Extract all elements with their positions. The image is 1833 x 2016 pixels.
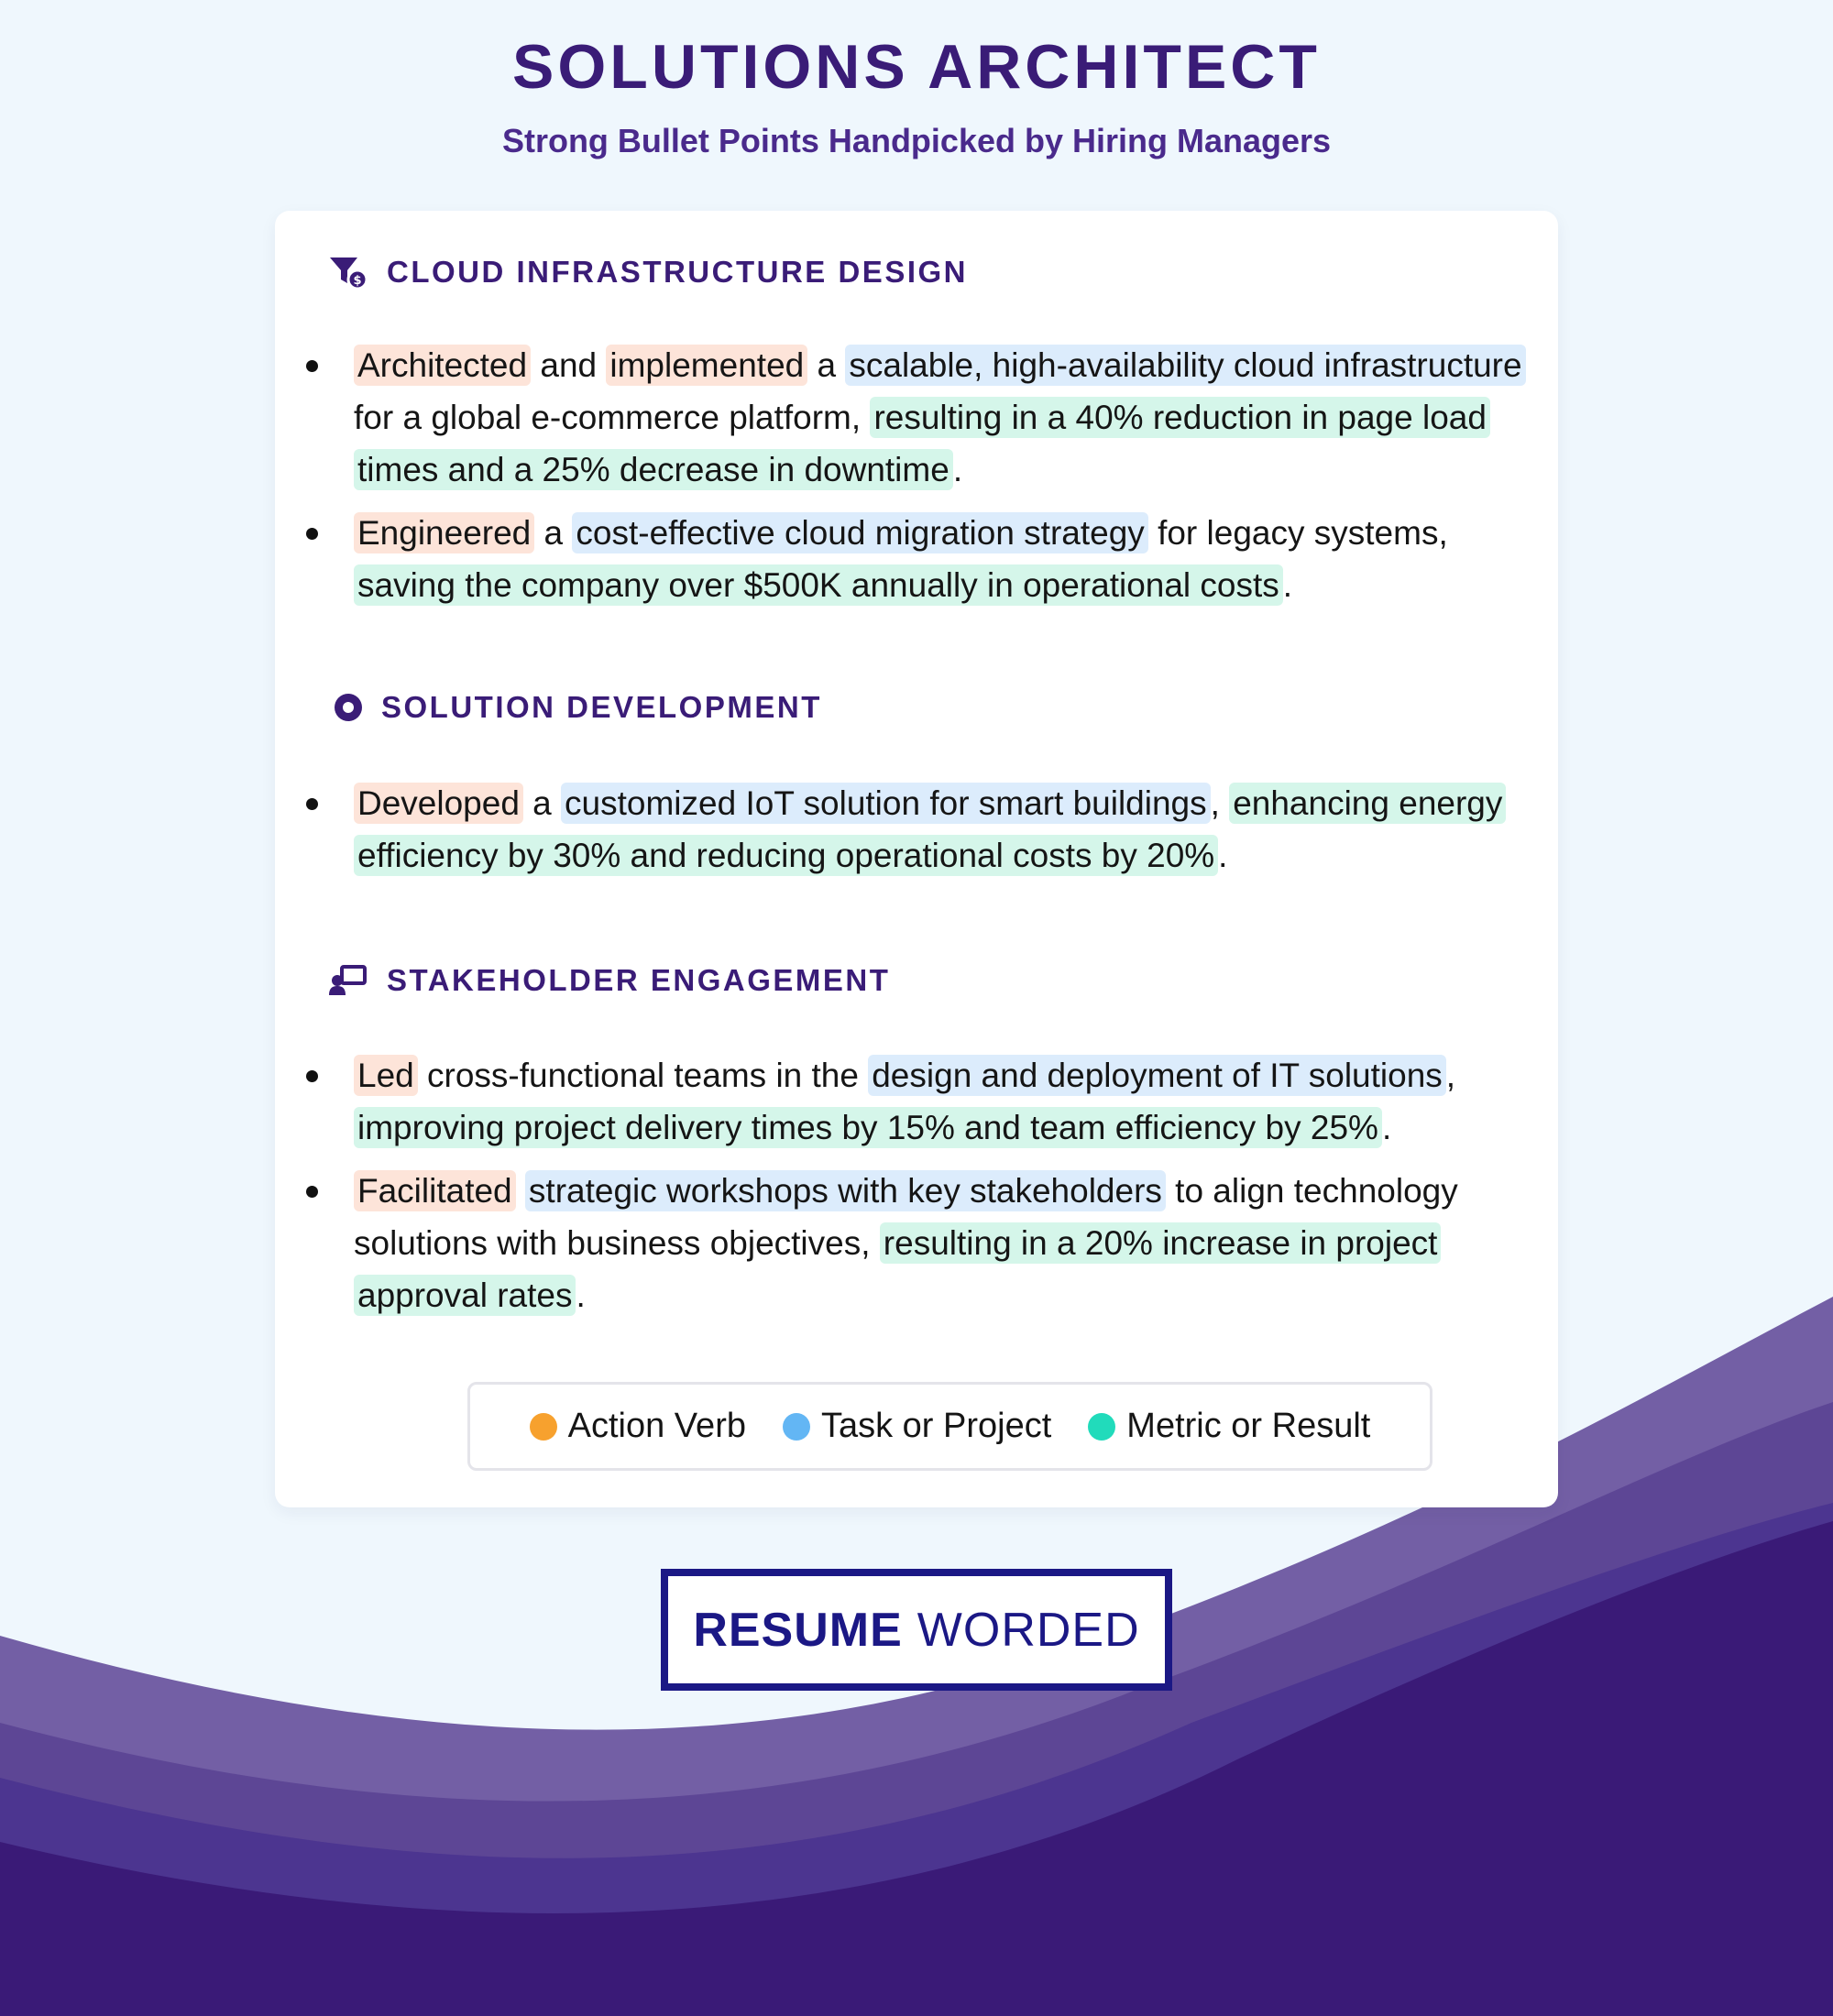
bullet-text: cross-functional teams in the xyxy=(417,1057,869,1094)
highlight-legend xyxy=(467,1382,1432,1471)
bullet-text: . xyxy=(1282,566,1293,604)
logo-word-light: WORDED xyxy=(916,1603,1140,1657)
task-highlight: cost-effective cloud migration strategy xyxy=(572,512,1147,553)
section-header xyxy=(328,252,968,292)
action-verb-highlight: Architected xyxy=(354,345,531,386)
bullet-text: a xyxy=(534,514,573,552)
legend-dot xyxy=(783,1413,810,1441)
bullet-item xyxy=(328,1049,1538,1154)
bullet-text: for legacy systems, xyxy=(1147,514,1448,552)
bullet-text: a xyxy=(522,784,562,822)
bullet-text: to align technology solutions with business objectives, xyxy=(354,1172,1458,1262)
section-title: CLOUD INFRASTRUCTURE DESIGN xyxy=(387,255,968,289)
legend-dot xyxy=(530,1413,557,1441)
bullet-text: and xyxy=(531,346,607,384)
bullet-points-card xyxy=(275,211,1558,1507)
task-highlight: strategic workshops with key stakeholders xyxy=(525,1170,1166,1211)
page-subtitle: Strong Bullet Points Handpicked by Hiring Managers xyxy=(501,122,1332,159)
legend-dot xyxy=(1088,1413,1115,1441)
task-highlight: design and deployment of IT solutions xyxy=(868,1055,1446,1096)
section-title: SOLUTION DEVELOPMENT xyxy=(381,690,822,724)
metric-highlight: improving project delivery times by 15% and team efficiency by 25% xyxy=(354,1107,1382,1148)
svg-text:$: $ xyxy=(353,274,362,288)
bullet-text: a xyxy=(807,346,846,384)
bullet-text: , xyxy=(1210,784,1230,822)
bullet-text: . xyxy=(952,451,963,488)
bullet-item xyxy=(328,1165,1538,1321)
metric-highlight: saving the company over $500K annually in operational costs xyxy=(354,564,1283,606)
legend-label: Task or Project xyxy=(820,1407,1052,1445)
bullet-text: . xyxy=(576,1276,586,1314)
bullet-text: . xyxy=(1218,837,1228,874)
task-highlight: customized IoT solution for smart buildings xyxy=(561,783,1211,824)
action-verb-highlight: Engineered xyxy=(354,512,534,553)
page-title: SOLUTIONS ARCHITECT xyxy=(512,32,1321,102)
action-verb-highlight: Developed xyxy=(354,783,523,824)
metric-highlight: enhancing energy efficiency by 30% and reducing operational costs by 20% xyxy=(354,783,1506,876)
legend-item-metric-or-result xyxy=(1088,1407,1370,1446)
bullet-text: for a global e-commerce platform, xyxy=(354,399,871,436)
logo-word-strong: RESUME xyxy=(693,1603,903,1657)
bullet-text: , xyxy=(1445,1057,1456,1094)
bullet-item xyxy=(328,339,1538,496)
bullet-item xyxy=(328,777,1538,882)
legend-label: Action Verb xyxy=(567,1407,746,1445)
presenter-icon xyxy=(328,960,368,1001)
task-highlight: scalable, high-availability cloud infrastructure xyxy=(845,345,1525,386)
bullet-list xyxy=(328,777,1538,893)
metric-highlight: resulting in a 40% reduction in page load times and a 25% decrease in downtime xyxy=(354,397,1490,490)
funnel-dollar-icon xyxy=(328,252,368,292)
page-header xyxy=(0,26,1833,161)
action-verb-highlight: Facilitated xyxy=(354,1170,516,1211)
bullet-list xyxy=(328,1049,1538,1332)
legend-item-action-verb xyxy=(530,1407,746,1446)
legend-item-task-or-project xyxy=(783,1407,1051,1446)
metric-highlight: resulting in a 20% increase in project approval rates xyxy=(354,1222,1441,1316)
section-title: STAKEHOLDER ENGAGEMENT xyxy=(387,963,891,997)
bullet-item xyxy=(328,507,1538,611)
legend-label: Metric or Result xyxy=(1126,1407,1371,1445)
action-verb-highlight: Led xyxy=(354,1055,418,1096)
section-header xyxy=(328,687,822,728)
bullet-list xyxy=(328,339,1538,622)
resume-worded-logo xyxy=(661,1569,1172,1691)
action-verb-highlight: implemented xyxy=(606,345,807,386)
bullet-text xyxy=(516,1172,525,1210)
bullet-text: . xyxy=(1381,1109,1392,1146)
section-header xyxy=(328,960,890,1001)
target-circle-icon xyxy=(328,687,368,728)
